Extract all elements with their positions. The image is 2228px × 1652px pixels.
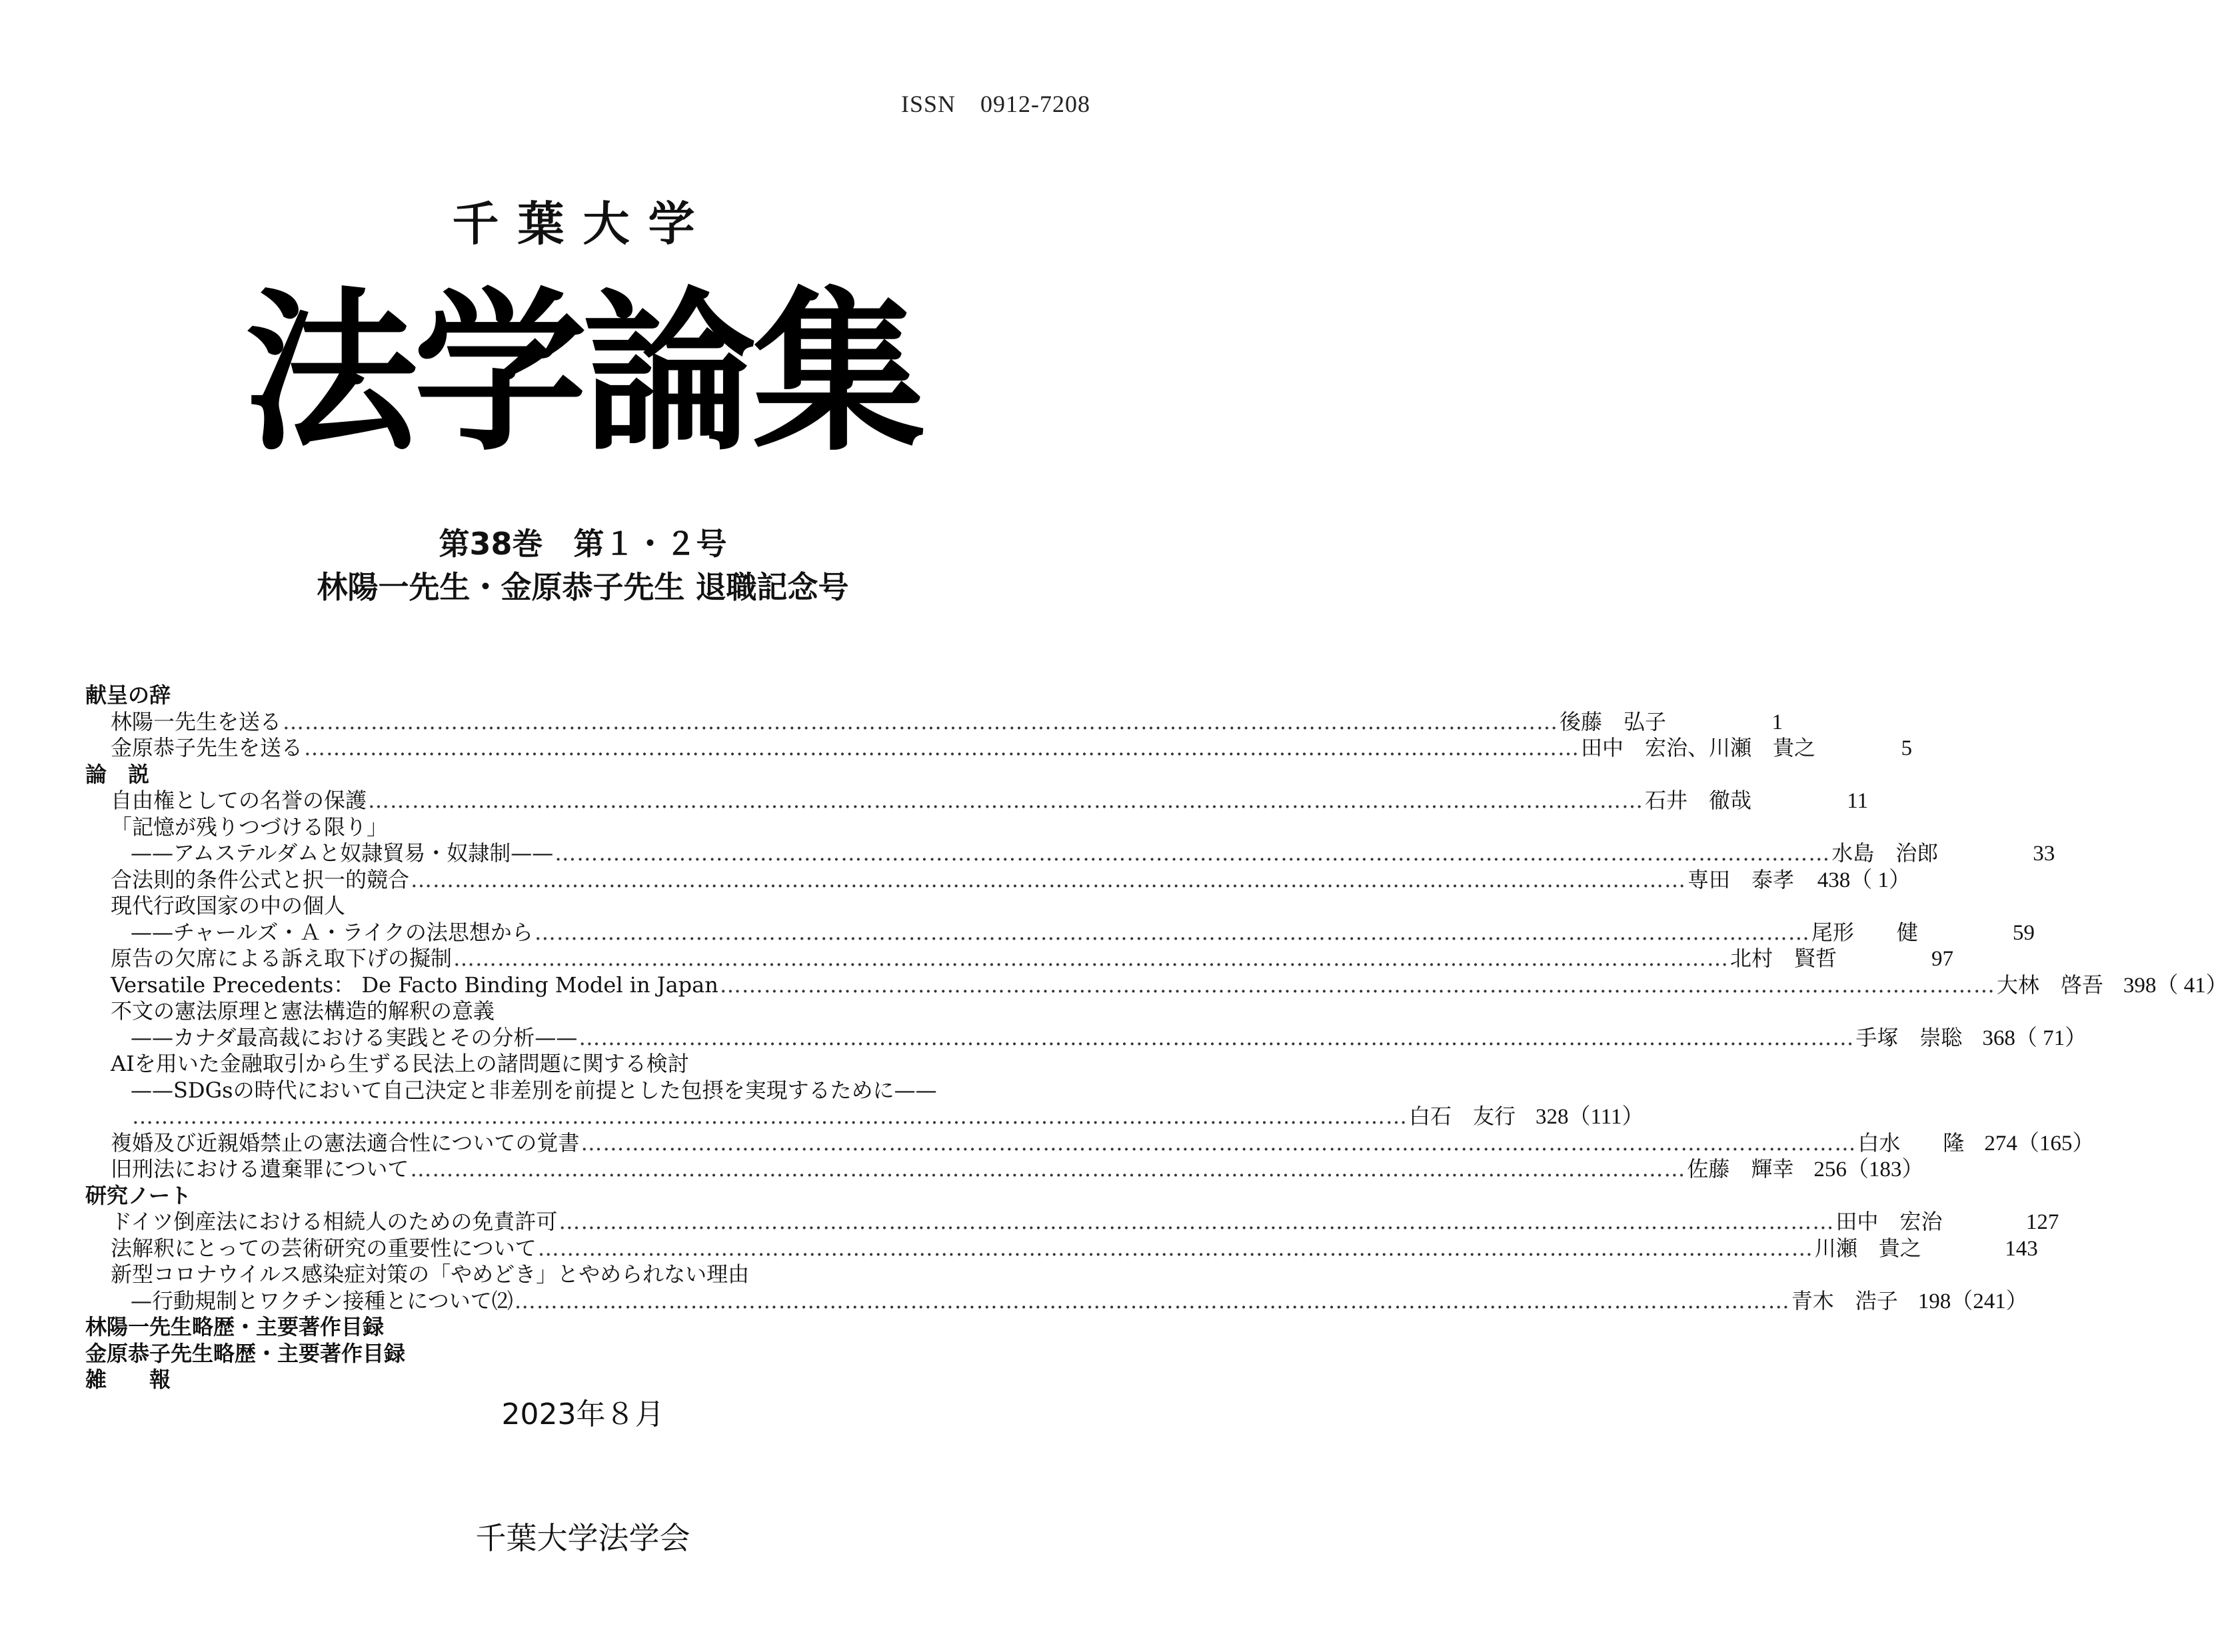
toc-entry-author: 川瀬 貴之: [1814, 1235, 1921, 1261]
toc-title-line: ——SDGsの時代において自己決定と非差別を前提とした包摂を実現するために——: [131, 1077, 937, 1103]
toc-title-line: 新型コロナウイルス感染症対策の「やめどき」とやめられない理由: [111, 1261, 750, 1287]
toc-entry: [85, 946, 1954, 972]
toc-entry-author: 白水 隆: [1857, 1130, 1965, 1156]
toc-entry-page: 59: [2012, 920, 2035, 945]
toc-entry-title: 原告の欠席による訴え取下げの擬制: [111, 946, 453, 971]
toc-entry-title: 複婚及び近親婚禁止の憲法適合性についての覚書: [111, 1130, 580, 1156]
toc-section-heading: 金原恭子先生略歴・主要著作目録: [85, 1340, 406, 1366]
toc-entry-page: 198（241）: [1917, 1289, 2028, 1313]
toc-leader-dots: [132, 1104, 1408, 1130]
toc-entry-title: ——アムステルダムと奴隷貿易・奴隷制——: [131, 840, 554, 866]
toc-entry-author: 専田 泰孝: [1687, 866, 1795, 892]
toc-leader-dots: [720, 972, 1995, 999]
toc-entry-page: 127: [2025, 1210, 2059, 1234]
toc-entry-page: 398（ 41）: [2123, 973, 2228, 998]
toc-entry-page: 33: [2033, 842, 2055, 866]
toc-entry: [85, 1024, 2087, 1052]
toc-leader-dots: [304, 735, 1580, 762]
toc-entry-author: 佐藤 輝幸: [1687, 1156, 1794, 1182]
toc-entry-author: 手塚 崇聡: [1855, 1024, 1963, 1050]
toc-entry-author: 石井 徹哉: [1645, 788, 1752, 813]
toc-entry-page: 274（165）: [1984, 1131, 2095, 1156]
toc-entry: [85, 708, 1783, 736]
toc-entry-title: ——チャールズ・Ａ・ライクの法思想から: [131, 919, 533, 945]
toc-leader-dots: [410, 1156, 1685, 1183]
toc-entry-page: 1: [1771, 710, 1783, 734]
toc-entry: [85, 840, 2055, 867]
toc-leader-dots: [283, 709, 1558, 736]
toc-title-line: 不文の憲法原理と憲法構造的解釈の意義: [111, 998, 495, 1024]
toc-leader-dots: [453, 946, 1729, 972]
toc-entry: [85, 1287, 2028, 1315]
toc-section-heading: 研究ノート: [85, 1182, 192, 1208]
volume-number: 第38巻 第１・２号: [439, 526, 727, 562]
university-name: 千葉大学: [452, 197, 714, 251]
toc-leader-dots: [538, 1236, 1813, 1262]
toc-entry-author: 大林 啓吾: [1996, 972, 2103, 998]
toc-section-heading: 献呈の辞: [85, 682, 171, 708]
toc-entry: [85, 735, 1913, 762]
toc-entry: [85, 1209, 2059, 1236]
toc-title-line: 「記憶が残りつづける限り」: [111, 814, 389, 840]
toc-entry-title: ——カナダ最高裁における実践とその分析——: [131, 1024, 578, 1050]
toc-leader-dots: [578, 1025, 1854, 1052]
toc-entry: [85, 1156, 1924, 1183]
toc-leader-dots: [558, 1209, 1834, 1236]
toc-entry-title: 旧刑法における遺棄罪について: [111, 1156, 409, 1182]
toc-leader-dots: [411, 867, 1686, 894]
toc-entry-author: 尾形 健: [1811, 919, 1918, 945]
toc-entry: [85, 972, 2228, 999]
toc-entry: [85, 1235, 2038, 1262]
toc-entry-title: —行動規制とワクチン接種とについて⑵: [131, 1287, 513, 1313]
toc-title-line: 現代行政国家の中の個人: [111, 893, 346, 918]
toc-entry-page: 143: [2005, 1236, 2038, 1261]
toc-leader-dots: [535, 920, 1810, 946]
toc-entry-title: 林陽一先生を送る: [111, 708, 282, 734]
toc-leader-dots: [368, 788, 1644, 814]
toc-entry-author: 水島 治郎: [1831, 840, 1939, 866]
toc-leader-dots: [580, 1130, 1856, 1157]
toc-leader-dots: [555, 840, 1830, 867]
toc-entry-page: 328（111）: [1536, 1105, 1644, 1129]
toc-entry-page: 11: [1847, 789, 1869, 813]
toc-entry-page: 97: [1931, 947, 1954, 971]
toc-section-heading: 林陽一先生略歴・主要著作目録: [85, 1314, 385, 1339]
toc-entry: [85, 866, 1911, 894]
toc-section-heading: 論 説: [85, 761, 150, 787]
toc-title-line: AIを用いた金融取引から生ずる民法上の諸問題に関する検討: [111, 1051, 689, 1076]
toc-entry-page: 5: [1901, 736, 1913, 760]
journal-title: 法学論集: [244, 271, 922, 474]
toc-entry-title: ドイツ倒産法における相続人のための免責許可: [111, 1209, 558, 1234]
toc-entry-author: 後藤 弘子: [1560, 708, 1667, 734]
toc-entry-title: 自由権としての名誉の保護: [111, 788, 367, 813]
publisher-name: 千葉大学法学会: [475, 1520, 690, 1556]
issn-number: ISSN 0912-7208: [900, 91, 1090, 117]
toc-entry-page: 256（183）: [1813, 1158, 1924, 1182]
toc-entry: [85, 1130, 2095, 1157]
toc-entry: [85, 788, 1869, 814]
toc-entry-title: Versatile Precedents： De Facto Binding Model in Japan: [111, 972, 718, 998]
publication-date: 2023年８月: [501, 1397, 664, 1431]
toc-entry-page: 368（ 71）: [1982, 1026, 2087, 1050]
toc-entry-page: 438（ 1）: [1817, 868, 1911, 892]
toc-leader-dots: [515, 1288, 1790, 1315]
toc-entry-author: 青木 浩子: [1791, 1287, 1898, 1313]
toc-entry: [85, 919, 2035, 946]
toc-entry-title: 法解釈にとっての芸術研究の重要性について: [111, 1235, 537, 1261]
toc-entry-author: 田中 宏治、川瀬 貴之: [1581, 735, 1816, 760]
toc-entry-author: 田中 宏治: [1835, 1209, 1943, 1234]
toc-entry-title: 金原恭子先生を送る: [111, 735, 303, 760]
toc-entry: [85, 1104, 1644, 1130]
toc-section-heading: 雑 報: [85, 1367, 171, 1392]
special-issue-title: 林陽一先生・金原恭子先生 退職記念号: [317, 569, 849, 605]
table-of-contents: [85, 682, 2228, 1393]
toc-entry-author: 北村 賢哲: [1730, 946, 1837, 971]
toc-entry-title: 合法則的条件公式と択一的競合: [111, 866, 410, 892]
toc-entry-author: 白石 友行: [1409, 1104, 1516, 1129]
